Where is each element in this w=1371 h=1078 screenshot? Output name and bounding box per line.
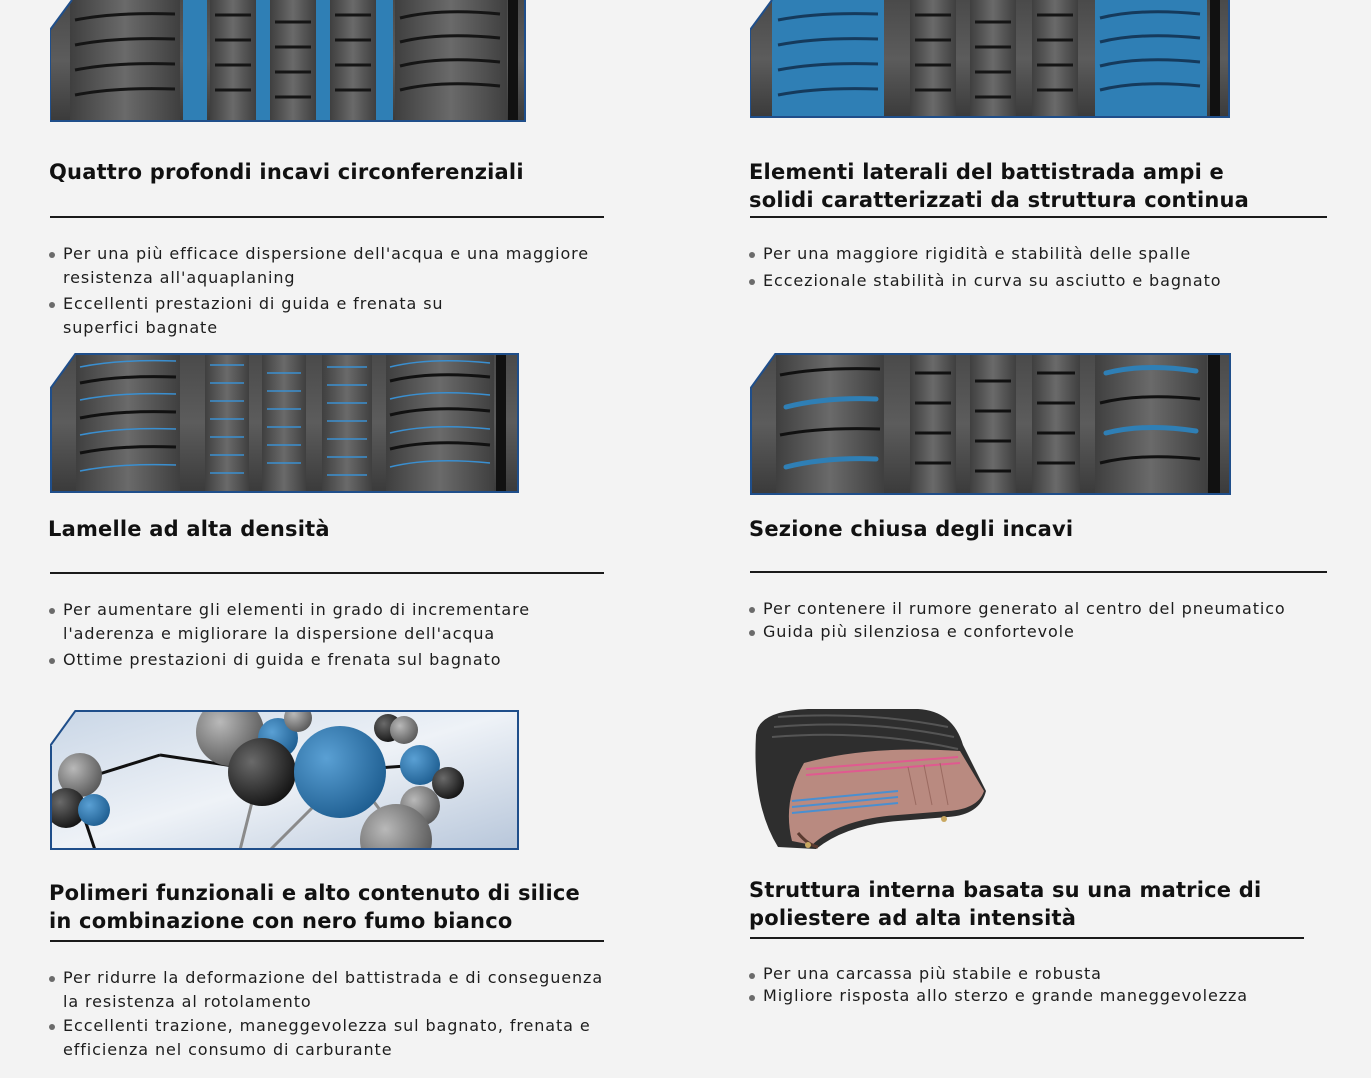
feature-title-grooves: Quattro profondi incavi circonferenziali xyxy=(49,160,524,184)
feature-bullets-lateral-elements xyxy=(749,242,1329,293)
divider xyxy=(750,216,1327,218)
list-item: Migliore risposta allo sterzo e grande maneggevolezza xyxy=(749,985,1329,1007)
feature-bullets-silica-polymers xyxy=(49,966,609,1062)
list-item: Guida più silenziosa e confortevole xyxy=(749,620,1329,643)
tread-circumferential-grooves-image xyxy=(50,0,526,122)
feature-title-closed-grooves: Sezione chiusa degli incavi xyxy=(749,517,1074,541)
silica-polymer-molecules-image xyxy=(50,710,519,850)
feature-title-silica-polymers: Polimeri funzionali e alto contenuto di silice in combinazione con nero fumo bianco xyxy=(49,881,580,933)
feature-bullets-polyester-structure xyxy=(749,963,1329,1007)
list-item: Eccezionale stabilità in curva su asciutto e bagnato xyxy=(749,269,1329,293)
divider xyxy=(750,937,1304,939)
divider xyxy=(50,940,604,942)
divider xyxy=(750,571,1327,573)
list-item: Per aumentare gli elementi in grado di incrementare l'aderenza e migliorare la dispersione dell'acqua xyxy=(49,598,539,646)
list-item: Per ridurre la deformazione del battistrada e di conseguenza la resistenza al rotolamento xyxy=(49,966,609,1014)
feature-title-sipes: Lamelle ad alta densità xyxy=(48,517,330,541)
list-item: Per una carcassa più stabile e robusta xyxy=(749,963,1329,985)
list-item: Ottime prestazioni di guida e frenata sul bagnato xyxy=(49,648,539,672)
tyre-cutaway-structure-image xyxy=(748,705,988,853)
list-item: Eccellenti prestazioni di guida e frenata su superfici bagnate xyxy=(49,292,453,340)
feature-title-lateral-elements: Elementi laterali del battistrada ampi e solidi caratterizzati da struttura continua xyxy=(749,160,1250,212)
list-item: Per contenere il rumore generato al centro del pneumatico xyxy=(749,597,1329,620)
list-item: Per una maggiore rigidità e stabilità delle spalle xyxy=(749,242,1329,266)
feature-title-polyester-structure: Struttura interna basata su una matrice di poliestere ad alta intensità xyxy=(749,878,1262,930)
list-item: Eccellenti trazione, maneggevolezza sul bagnato, frenata e efficienza nel consumo di carburante xyxy=(49,1014,609,1062)
tread-lateral-elements-image xyxy=(750,0,1230,118)
list-item: Per una più efficace dispersione dell'acqua e una maggiore resistenza all'aquaplaning xyxy=(49,242,609,290)
feature-bullets-grooves xyxy=(49,242,609,340)
divider xyxy=(50,216,604,218)
feature-bullets-closed-grooves xyxy=(749,597,1329,643)
tread-high-density-sipes-image xyxy=(50,353,519,493)
feature-bullets-sipes xyxy=(49,598,539,672)
tread-closed-grooves-image xyxy=(750,353,1231,495)
divider xyxy=(50,572,604,574)
